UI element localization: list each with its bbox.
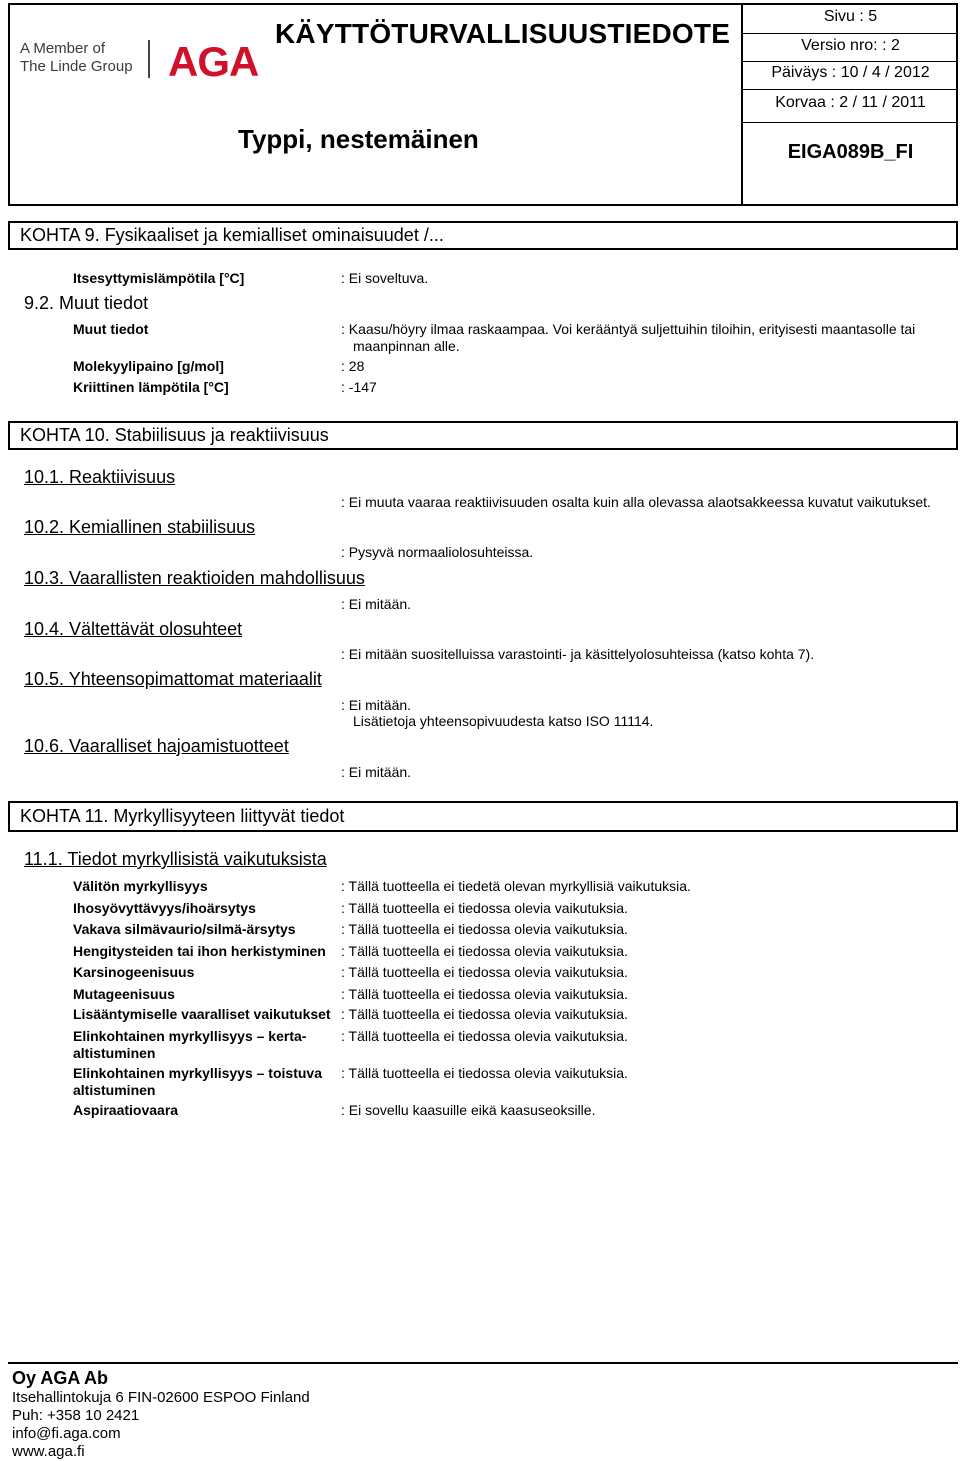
toxicity-label: Elinkohtainen myrkyllisyys – kerta- bbox=[73, 1028, 307, 1044]
issue-date: Päiväys : 10 / 4 / 2012 bbox=[771, 64, 930, 81]
toxicity-label: Ihosyövyttävyys/ihoärsytys bbox=[73, 900, 256, 916]
subsection-10-5 bbox=[24, 669, 322, 690]
toxicity-value: : Tällä tuotteella ei tiedossa olevia vaikutuksia. bbox=[341, 1028, 628, 1044]
document-meta bbox=[741, 3, 958, 206]
section-10-header: KOHTA 10. Stabiilisuus ja reaktiivisuus bbox=[8, 421, 958, 450]
toxicity-value: : Tällä tuotteella ei tiedossa olevia vaikutuksia. bbox=[341, 1065, 628, 1081]
subsection-10-4-title: 10.4. Vältettävät olosuhteet bbox=[24, 619, 243, 639]
toxicity-label: Karsinogeenisuus bbox=[73, 964, 195, 980]
section-9-header: KOHTA 9. Fysikaaliset ja kemialliset ominaisuudet /... bbox=[8, 221, 958, 250]
toxicity-label-cont: altistuminen bbox=[73, 1082, 156, 1098]
replaces-date: Korvaa : 2 / 11 / 2011 bbox=[775, 94, 926, 111]
document-title: KÄYTTÖTURVALLISUUSTIEDOTE bbox=[275, 18, 731, 49]
toxicity-label: Välitön myrkyllisyys bbox=[73, 878, 208, 894]
toxicity-value: : Tällä tuotteella ei tiedossa olevia vaikutuksia. bbox=[341, 1006, 628, 1022]
document-code: EIGA089B_FI bbox=[787, 141, 914, 163]
toxicity-label: Lisääntymiselle vaaralliset vaikutukset bbox=[73, 1006, 331, 1022]
other-info-value-cont: maanpinnan alle. bbox=[353, 338, 460, 354]
footer-rule bbox=[8, 1362, 958, 1364]
toxicity-label: Aspiraatiovaara bbox=[73, 1102, 179, 1118]
subsection-10-2 bbox=[24, 517, 255, 538]
toxicity-value: : Tällä tuotteella ei tiedossa olevia vaikutuksia. bbox=[341, 986, 628, 1002]
meta-divider bbox=[743, 61, 958, 62]
footer-email[interactable]: info@fi.aga.com bbox=[12, 1425, 121, 1442]
subsection-10-3 bbox=[24, 568, 365, 589]
subsection-11-1-title: 11.1. Tiedot myrkyllisistä vaikutuksista bbox=[24, 849, 327, 869]
product-name: Typpi, nestemäinen bbox=[238, 124, 479, 154]
toxicity-value: : Ei sovellu kaasuille eikä kaasuseoksille. bbox=[341, 1102, 596, 1118]
toxicity-value: : Tällä tuotteella ei tiedossa olevia vaikutuksia. bbox=[341, 943, 628, 959]
other-info-label: Muut tiedot bbox=[73, 321, 149, 337]
other-info-value: : Kaasu/höyry ilmaa raskaampaa. Voi kerääntyä suljettuihin tiloihin, erityisesti maantasolle tai bbox=[341, 321, 916, 337]
footer-address: Itsehallintokuja 6 FIN-02600 ESPOO Finland bbox=[12, 1389, 310, 1406]
logo-divider bbox=[148, 40, 150, 78]
toxicity-value: : Tällä tuotteella ei tiedossa olevia vaikutuksia. bbox=[341, 964, 628, 980]
toxicity-value: : Tällä tuotteella ei tiedetä olevan myrkyllisiä vaikutuksia. bbox=[341, 878, 691, 894]
toxicity-label: Mutageenisuus bbox=[73, 986, 175, 1002]
page-number: Sivu : 5 bbox=[823, 8, 878, 25]
meta-divider bbox=[743, 89, 958, 90]
aga-logo bbox=[168, 38, 259, 85]
toxicity-label: Hengitysteiden tai ihon herkistyminen bbox=[73, 943, 326, 959]
stability-value: : Pysyvä normaaliolosuhteissa. bbox=[341, 544, 534, 560]
subsection-9-2: 9.2. Muut tiedot bbox=[24, 293, 149, 313]
molecular-weight-value: : 28 bbox=[341, 358, 365, 374]
toxicity-label: Elinkohtainen myrkyllisyys – toistuva bbox=[73, 1065, 322, 1081]
subsection-10-3-title: 10.3. Vaarallisten reaktioiden mahdollisuus bbox=[24, 568, 365, 588]
footer-website[interactable]: www.aga.fi bbox=[12, 1443, 85, 1460]
subsection-10-6 bbox=[24, 736, 289, 757]
subsection-10-2-title: 10.2. Kemiallinen stabiilisuus bbox=[24, 517, 256, 537]
subsection-10-6-title: 10.6. Vaaralliset hajoamistuotteet bbox=[24, 736, 289, 756]
incompatible-materials-value: : Ei mitään. bbox=[341, 697, 412, 713]
critical-temp-label: Kriittinen lämpötila [°C] bbox=[73, 379, 229, 395]
toxicity-value: : Tällä tuotteella ei tiedossa olevia vaikutuksia. bbox=[341, 900, 628, 916]
hazardous-reactions-value: : Ei mitään. bbox=[341, 596, 412, 612]
subsection-10-1 bbox=[24, 467, 175, 488]
footer-phone: Puh: +358 10 2421 bbox=[12, 1407, 140, 1424]
toxicity-label: Vakava silmävaurio/silmä-ärsytys bbox=[73, 921, 296, 937]
critical-temp-value: : -147 bbox=[341, 379, 377, 395]
linde-member-logo bbox=[20, 40, 135, 76]
incompatible-materials-note: Lisätietoja yhteensopivuudesta katso ISO 11114. bbox=[353, 713, 654, 729]
reactivity-value: : Ei muuta vaaraa reaktiivisuuden osalta kuin alla olevassa alaotsakkeessa kuvatut vaikutukset. bbox=[341, 494, 931, 510]
footer-company: Oy AGA Ab bbox=[12, 1368, 109, 1388]
section-11-header: KOHTA 11. Myrkyllisyyteen liittyvät tiedot bbox=[8, 801, 958, 832]
logo-member-line1: A Member of bbox=[20, 40, 106, 57]
subsection-10-5-title: 10.5. Yhteensopimattomat materiaalit bbox=[24, 669, 322, 689]
svg-text:AGA: AGA bbox=[168, 38, 259, 85]
subsection-11-1 bbox=[24, 849, 327, 870]
molecular-weight-label: Molekyylipaino [g/mol] bbox=[73, 358, 224, 374]
conditions-avoid-value: : Ei mitään suositelluissa varastointi- ja käsittelyolosuhteissa (katso kohta 7). bbox=[341, 646, 815, 662]
toxicity-label-cont: altistuminen bbox=[73, 1045, 156, 1061]
decomposition-products-value: : Ei mitään. bbox=[341, 764, 412, 780]
autoignition-label: Itsesyttymislämpötila [°C] bbox=[73, 270, 245, 286]
version-number: Versio nro: : 2 bbox=[801, 37, 900, 54]
meta-divider bbox=[743, 33, 958, 34]
subsection-10-4 bbox=[24, 619, 242, 640]
logo-member-line2: The Linde Group bbox=[20, 58, 133, 75]
autoignition-value: : Ei soveltuva. bbox=[341, 270, 429, 286]
subsection-10-1-title: 10.1. Reaktiivisuus bbox=[24, 467, 176, 487]
meta-divider bbox=[743, 122, 958, 123]
toxicity-value: : Tällä tuotteella ei tiedossa olevia vaikutuksia. bbox=[341, 921, 628, 937]
